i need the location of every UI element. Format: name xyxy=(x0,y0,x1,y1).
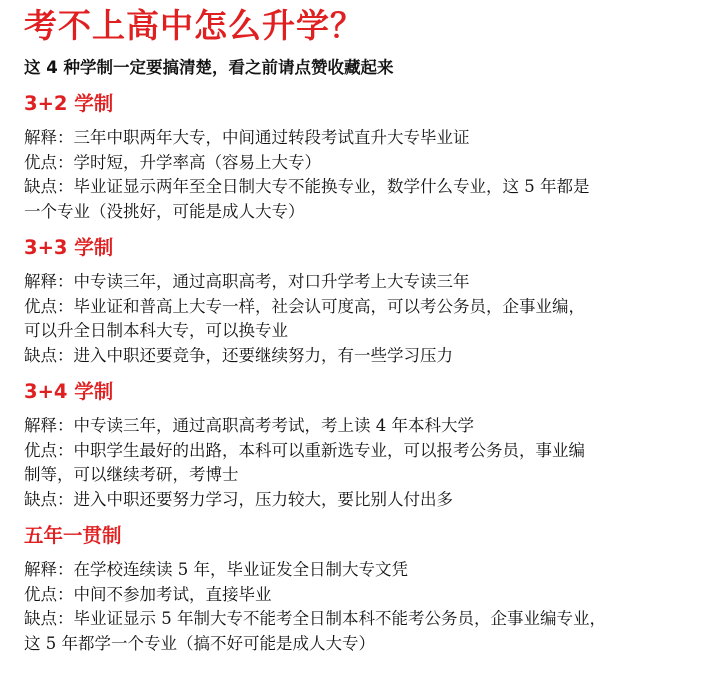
line-label: 解释： xyxy=(24,416,74,435)
section-line xyxy=(24,270,687,295)
section-line xyxy=(24,175,687,200)
line-label: 优点： xyxy=(24,440,74,460)
line-text: 中专读三年，通过高职高考，对口升学考上大专读三年 xyxy=(73,272,470,291)
line-text: 进入中职还要竞争，还要继续努力，有一些学习压力 xyxy=(73,345,453,365)
section-body xyxy=(24,414,687,512)
section-3-2 xyxy=(24,90,687,224)
section-line xyxy=(24,488,687,513)
page-subtitle: 这 4 种学制一定要搞清楚，看之前请点赞收藏起来 xyxy=(24,58,394,77)
line-text: 制等，可以继续考研，考博士 xyxy=(24,465,239,484)
section-body xyxy=(24,126,687,224)
section-heading: 3+3 学制 xyxy=(24,236,114,259)
section-line xyxy=(24,295,687,320)
section-line xyxy=(24,463,687,488)
section-body xyxy=(24,558,687,656)
line-text: 中职学生最好的出路，本科可以重新选专业，可以报考公务员，事业编 xyxy=(73,440,585,460)
line-label: 解释： xyxy=(24,272,74,291)
section-heading: 3+2 学制 xyxy=(24,92,114,115)
section-line xyxy=(24,632,687,657)
line-text: 毕业证显示两年至全日制大专不能换专业，数学什么专业，这 5 年都是 xyxy=(73,177,590,196)
section-3-3 xyxy=(24,234,687,368)
line-label: 解释： xyxy=(24,560,74,579)
line-text: 中间不参加考试，直接毕业 xyxy=(73,584,272,604)
section-line xyxy=(24,126,687,151)
section-line xyxy=(24,439,687,464)
section-heading: 3+4 学制 xyxy=(24,380,114,403)
line-text: 三年中职两年大专，中间通过转段考试直升大专毕业证 xyxy=(73,128,470,147)
line-label: 优点： xyxy=(24,152,74,172)
section-heading: 五年一贯制 xyxy=(24,524,122,547)
section-five-year xyxy=(24,522,687,656)
line-text: 在学校连续读 5 年，毕业证发全日制大专文凭 xyxy=(73,560,408,579)
section-line xyxy=(24,583,687,608)
line-text: 中专读三年，通过高职高考考试，考上读 4 年本科大学 xyxy=(73,416,474,435)
line-text: 毕业证和普高上大专一样，社会认可度高，可以考公务员，企事业编， xyxy=(73,296,585,316)
section-line xyxy=(24,200,687,225)
section-line xyxy=(24,414,687,439)
line-label: 优点： xyxy=(24,584,74,604)
line-label: 缺点： xyxy=(24,177,74,196)
section-line xyxy=(24,319,687,344)
section-line xyxy=(24,151,687,176)
section-line xyxy=(24,607,687,632)
page-title: 考不上高中怎么升学？ xyxy=(24,6,364,45)
line-label: 解释： xyxy=(24,128,74,147)
line-text: 学时短，升学率高（容易上大专） xyxy=(73,152,321,172)
line-text: 可以升全日制本科大专，可以换专业 xyxy=(24,321,288,340)
section-line xyxy=(24,344,687,369)
line-text: 毕业证显示 5 年制大专不能考全日制本科不能考公务员，企事业编专业， xyxy=(73,609,606,628)
line-text: 这 5 年都学一个专业（搞不好可能是成人大专） xyxy=(24,633,375,653)
section-line xyxy=(24,558,687,583)
line-text: 进入中职还要努力学习，压力较大，要比别人付出多 xyxy=(73,489,453,509)
section-3-4 xyxy=(24,378,687,512)
section-body xyxy=(24,270,687,368)
line-label: 缺点： xyxy=(24,609,74,628)
line-label: 优点： xyxy=(24,296,74,316)
line-text: 一个专业（没挑好，可能是成人大专） xyxy=(24,201,305,221)
line-label: 缺点： xyxy=(24,489,74,509)
line-label: 缺点： xyxy=(24,345,74,365)
